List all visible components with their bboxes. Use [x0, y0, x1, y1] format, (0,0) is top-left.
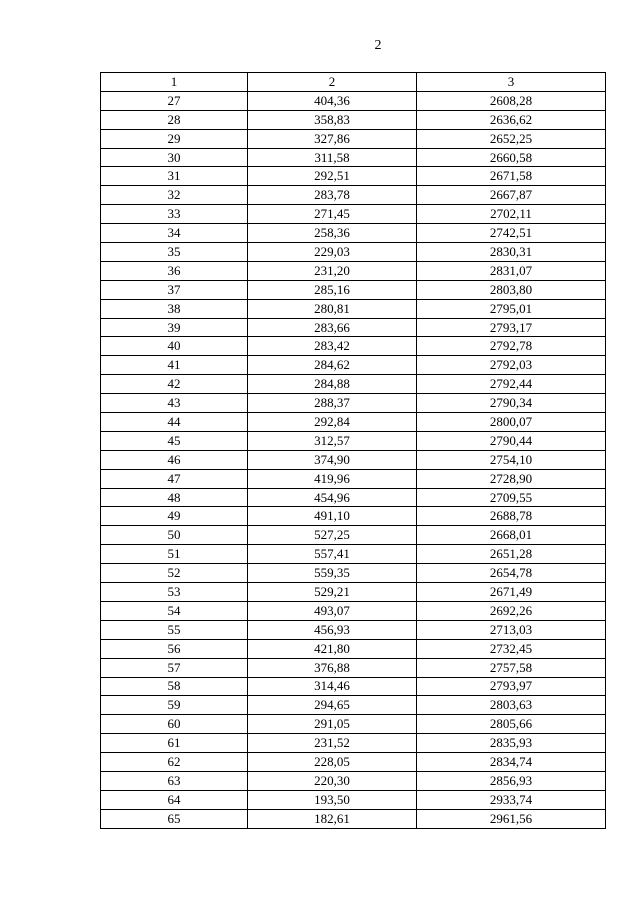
x-value-cell: 193,50 — [248, 790, 417, 809]
y-value-cell: 2667,87 — [417, 186, 606, 205]
y-value-cell: 2793,97 — [417, 677, 606, 696]
point-number-cell: 41 — [101, 356, 248, 375]
table-row — [101, 601, 606, 620]
table-row — [101, 639, 606, 658]
table-row — [101, 110, 606, 129]
x-value-cell: 182,61 — [248, 809, 417, 828]
table-row — [101, 337, 606, 356]
table-row — [101, 167, 606, 186]
table-row — [101, 280, 606, 299]
point-number-cell: 31 — [101, 167, 248, 186]
table-row — [101, 205, 606, 224]
x-value-cell: 311,58 — [248, 148, 417, 167]
y-value-cell: 2792,03 — [417, 356, 606, 375]
table-row — [101, 394, 606, 413]
x-value-cell: 314,46 — [248, 677, 417, 696]
y-value-cell: 2668,01 — [417, 526, 606, 545]
point-number-cell: 48 — [101, 488, 248, 507]
point-number-cell: 34 — [101, 224, 248, 243]
point-number-cell: 28 — [101, 110, 248, 129]
point-number-cell: 64 — [101, 790, 248, 809]
point-number-cell: 30 — [101, 148, 248, 167]
y-value-cell: 2757,58 — [417, 658, 606, 677]
y-value-cell: 2805,66 — [417, 715, 606, 734]
point-number-cell: 60 — [101, 715, 248, 734]
point-number-cell: 39 — [101, 318, 248, 337]
point-number-cell: 55 — [101, 620, 248, 639]
table-row — [101, 129, 606, 148]
point-number-cell: 36 — [101, 261, 248, 280]
x-value-cell: 231,20 — [248, 261, 417, 280]
y-value-cell: 2702,11 — [417, 205, 606, 224]
table-row — [101, 620, 606, 639]
y-value-cell: 2660,58 — [417, 148, 606, 167]
coordinates-table — [100, 72, 606, 829]
y-value-cell: 2652,25 — [417, 129, 606, 148]
table-row — [101, 224, 606, 243]
point-number-cell: 33 — [101, 205, 248, 224]
column-header: 3 — [417, 73, 606, 92]
x-value-cell: 557,41 — [248, 545, 417, 564]
y-value-cell: 2713,03 — [417, 620, 606, 639]
point-number-cell: 62 — [101, 753, 248, 772]
column-header: 1 — [101, 73, 248, 92]
y-value-cell: 2654,78 — [417, 564, 606, 583]
x-value-cell: 404,36 — [248, 91, 417, 110]
table-row — [101, 583, 606, 602]
point-number-cell: 46 — [101, 450, 248, 469]
table-row — [101, 488, 606, 507]
point-number-cell: 47 — [101, 469, 248, 488]
point-number-cell: 54 — [101, 601, 248, 620]
point-number-cell: 58 — [101, 677, 248, 696]
x-value-cell: 294,65 — [248, 696, 417, 715]
table-row — [101, 715, 606, 734]
x-value-cell: 493,07 — [248, 601, 417, 620]
point-number-cell: 61 — [101, 734, 248, 753]
y-value-cell: 2792,78 — [417, 337, 606, 356]
y-value-cell: 2792,44 — [417, 375, 606, 394]
x-value-cell: 529,21 — [248, 583, 417, 602]
x-value-cell: 374,90 — [248, 450, 417, 469]
table-row — [101, 356, 606, 375]
point-number-cell: 57 — [101, 658, 248, 677]
column-header: 2 — [248, 73, 417, 92]
point-number-cell: 27 — [101, 91, 248, 110]
x-value-cell: 271,45 — [248, 205, 417, 224]
x-value-cell: 491,10 — [248, 507, 417, 526]
table-body — [101, 73, 606, 829]
x-value-cell: 421,80 — [248, 639, 417, 658]
page-number: 2 — [374, 38, 382, 53]
table-row — [101, 261, 606, 280]
y-value-cell: 2803,63 — [417, 696, 606, 715]
x-value-cell: 228,05 — [248, 753, 417, 772]
point-number-cell: 37 — [101, 280, 248, 299]
y-value-cell: 2754,10 — [417, 450, 606, 469]
y-value-cell: 2933,74 — [417, 790, 606, 809]
x-value-cell: 284,88 — [248, 375, 417, 394]
point-number-cell: 59 — [101, 696, 248, 715]
x-value-cell: 456,93 — [248, 620, 417, 639]
x-value-cell: 376,88 — [248, 658, 417, 677]
table-row — [101, 148, 606, 167]
point-number-cell: 63 — [101, 771, 248, 790]
y-value-cell: 2790,34 — [417, 394, 606, 413]
x-value-cell: 312,57 — [248, 431, 417, 450]
point-number-cell: 65 — [101, 809, 248, 828]
point-number-cell: 35 — [101, 243, 248, 262]
y-value-cell: 2688,78 — [417, 507, 606, 526]
y-value-cell: 2800,07 — [417, 413, 606, 432]
table-row — [101, 753, 606, 772]
x-value-cell: 231,52 — [248, 734, 417, 753]
x-value-cell: 283,42 — [248, 337, 417, 356]
y-value-cell: 2671,49 — [417, 583, 606, 602]
point-number-cell: 56 — [101, 639, 248, 658]
y-value-cell: 2790,44 — [417, 431, 606, 450]
table-row — [101, 413, 606, 432]
x-value-cell: 229,03 — [248, 243, 417, 262]
x-value-cell: 284,62 — [248, 356, 417, 375]
y-value-cell: 2961,56 — [417, 809, 606, 828]
point-number-cell: 44 — [101, 413, 248, 432]
table-row — [101, 431, 606, 450]
y-value-cell: 2856,93 — [417, 771, 606, 790]
point-number-cell: 50 — [101, 526, 248, 545]
point-number-cell: 52 — [101, 564, 248, 583]
x-value-cell: 258,36 — [248, 224, 417, 243]
table-row — [101, 375, 606, 394]
table-row — [101, 299, 606, 318]
table-row — [101, 696, 606, 715]
point-number-cell: 49 — [101, 507, 248, 526]
y-value-cell: 2830,31 — [417, 243, 606, 262]
y-value-cell: 2742,51 — [417, 224, 606, 243]
x-value-cell: 454,96 — [248, 488, 417, 507]
point-number-cell: 53 — [101, 583, 248, 602]
table-row — [101, 526, 606, 545]
y-value-cell: 2795,01 — [417, 299, 606, 318]
x-value-cell: 527,25 — [248, 526, 417, 545]
table-row — [101, 469, 606, 488]
x-value-cell: 291,05 — [248, 715, 417, 734]
point-number-cell: 40 — [101, 337, 248, 356]
x-value-cell: 283,66 — [248, 318, 417, 337]
y-value-cell: 2831,07 — [417, 261, 606, 280]
table-row — [101, 771, 606, 790]
point-number-cell: 38 — [101, 299, 248, 318]
x-value-cell: 288,37 — [248, 394, 417, 413]
y-value-cell: 2709,55 — [417, 488, 606, 507]
y-value-cell: 2651,28 — [417, 545, 606, 564]
table-row — [101, 186, 606, 205]
y-value-cell: 2835,93 — [417, 734, 606, 753]
table-row — [101, 507, 606, 526]
x-value-cell: 358,83 — [248, 110, 417, 129]
y-value-cell: 2732,45 — [417, 639, 606, 658]
table-row — [101, 734, 606, 753]
point-number-cell: 51 — [101, 545, 248, 564]
table-row — [101, 564, 606, 583]
x-value-cell: 292,51 — [248, 167, 417, 186]
point-number-cell: 29 — [101, 129, 248, 148]
x-value-cell: 220,30 — [248, 771, 417, 790]
table-row — [101, 658, 606, 677]
y-value-cell: 2834,74 — [417, 753, 606, 772]
x-value-cell: 283,78 — [248, 186, 417, 205]
y-value-cell: 2671,58 — [417, 167, 606, 186]
y-value-cell: 2803,80 — [417, 280, 606, 299]
y-value-cell: 2692,26 — [417, 601, 606, 620]
table-row — [101, 318, 606, 337]
table-header-row — [101, 73, 606, 92]
y-value-cell: 2728,90 — [417, 469, 606, 488]
table-row — [101, 243, 606, 262]
point-number-cell: 32 — [101, 186, 248, 205]
table-row — [101, 809, 606, 828]
table-row — [101, 545, 606, 564]
y-value-cell: 2793,17 — [417, 318, 606, 337]
point-number-cell: 43 — [101, 394, 248, 413]
x-value-cell: 280,81 — [248, 299, 417, 318]
x-value-cell: 292,84 — [248, 413, 417, 432]
x-value-cell: 559,35 — [248, 564, 417, 583]
table-row — [101, 677, 606, 696]
y-value-cell: 2608,28 — [417, 91, 606, 110]
x-value-cell: 327,86 — [248, 129, 417, 148]
x-value-cell: 285,16 — [248, 280, 417, 299]
table-row — [101, 450, 606, 469]
table-row — [101, 91, 606, 110]
x-value-cell: 419,96 — [248, 469, 417, 488]
point-number-cell: 45 — [101, 431, 248, 450]
table-row — [101, 790, 606, 809]
point-number-cell: 42 — [101, 375, 248, 394]
y-value-cell: 2636,62 — [417, 110, 606, 129]
